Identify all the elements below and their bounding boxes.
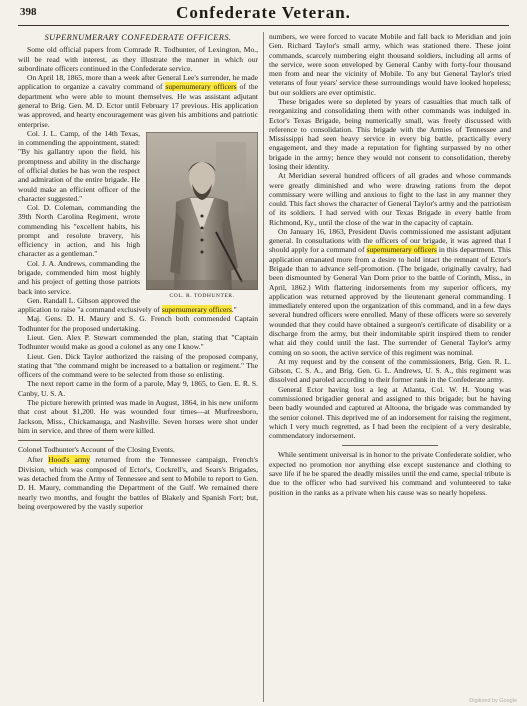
text-run: After bbox=[27, 455, 49, 465]
text-run: of the department who were able to mount themselves. He was assistant adjutant general to Brig. Gen. M. D. Ector until February 17 previous. His application was approved, and hearty encouragement was given his ambitions and patriotic enterprise. bbox=[18, 82, 258, 129]
section-divider bbox=[342, 445, 438, 446]
highlighted-phrase: Hood's army bbox=[48, 455, 91, 465]
text-run: Some old official papers from Comrade R. Todhunter, of Lexington, Mo., will be read with interest, as they illustrate the manner in which our subordinate officers continued in the Confederate service. bbox=[18, 45, 258, 73]
text-run: in this department. This application emanated more from a desire to hold intact the remnant of Ector's Brigade than to advance self-promotion. (The brigade, originally cavalry, had been dismounted by General Van Dorn prior to the battle of Corinth, Miss., in April, 1862.) With flattering indorsements from my superior officers, my application was returned approved by the lieutenant general commanding. I immediately entered upon the organization of this command, and in a few days several hundred officers were enrolled. Many of these officers were so severely wounded that they could have obtained a surgeon's certificate of disability or a discharge from the army, but their indomitable spirit inspired them to render what aid they could until the last. The surrender of General Taylor's army coming on so soon, the active service of this regiment was nominal. bbox=[269, 245, 511, 357]
paragraph bbox=[269, 357, 511, 385]
paragraph bbox=[269, 227, 511, 357]
highlighted-phrase: supernumerary officers bbox=[366, 245, 437, 255]
portrait-figure bbox=[146, 132, 258, 301]
portrait-photo bbox=[146, 132, 258, 290]
text-run: Lieut. Gen. Alex P. Stewart commended the plan, stating that "Captain Todhunter would make as good a colonel as any one I know." bbox=[18, 333, 258, 352]
paragraph bbox=[269, 171, 511, 227]
right-paragraph-group-main bbox=[269, 32, 511, 440]
paragraph bbox=[18, 73, 258, 129]
text-run: numbers, we were forced to vacate Mobile and fall back to Meridian and join Gen. Richard Taylor's small army, which was stationed there. These joint commands, scarcely numbering eight thousand soldiers, including all arms of the service, were soon enveloped by General Canby with forty-four thousand men from and near the vicinity of Mobile. To any but General Taylor's tried veterans of four years' service these surroundings would have looked hopeless; but our soldiers are ever optimistic. bbox=[269, 32, 511, 97]
text-run: At Meridian several hundred officers of all grades and whose commands were greatly diminished and who were drawing rations from the depot commissary were willing and anxious to fight to the last in any manner they could. This fact shows the character of General Taylor's army and the patriotism of its soldiers. I had served with our Texas Brigade in every battle from Richmond, Ky., until the close of the war in the capacity of captain. bbox=[269, 171, 511, 227]
text-run: Lieut. Gen. Dick Taylor authorized the raising of the proposed company, stating that "the command might be increased to a battalion or regiment." The officers of the command were to be selected from those so enlisting. bbox=[18, 351, 258, 380]
paragraph bbox=[18, 455, 258, 511]
paragraph bbox=[269, 32, 511, 97]
magazine-title: Confederate Veteran. bbox=[176, 3, 351, 22]
portrait-caption: COL. R. TODHUNTER. bbox=[169, 292, 235, 299]
text-run: On January 16, 1863, President Davis commissioned me assistant adjutant general. In consultations with the officers of our brigade, it was agreed that I should apply for a command of bbox=[269, 226, 511, 255]
paragraph bbox=[18, 398, 258, 435]
page-number: 398 bbox=[20, 6, 37, 18]
text-run: The picture herewith printed was made in August, 1864, in his new uniform that cost about $1,200. He was wounded four times—at Murfreesboro, Jackson, Miss., Chickamauga, and Nashville. Seven horses were shot under him in service, and three of them were killed. bbox=[18, 397, 258, 435]
watermark: Digitized by Google bbox=[469, 698, 517, 704]
right-column bbox=[269, 32, 511, 497]
text-run: Gen. Randall L. Gibson approved the application to raise "a command exclusively of bbox=[18, 295, 162, 315]
text-run: returned from the Tennessee campaign, French's Division, which was composed of Ector's, Cockrell's, and Sears's Brigades, was detached from the Army of Tennessee and sent to Mobile to report to Gen. D. H. Maury, commanding the Department of the Gulf. We remained there nearly two months, and fought the battles of Blakely and Spanish Fort; but, being overpowered by the vastly superior bbox=[18, 455, 258, 511]
right-paragraph-group-after bbox=[269, 450, 511, 496]
paragraph bbox=[18, 45, 258, 73]
column-rule bbox=[263, 32, 264, 702]
paragraph bbox=[18, 379, 258, 398]
text-run: On April 18, 1865, more than a week after General Lee's surrender, he made application to organize a cavalry command of bbox=[18, 73, 258, 92]
text-run: Maj. Gens. D. H. Maury and S. G. French both commended Captain Todhunter for the proposed undertaking. bbox=[18, 314, 258, 333]
highlighted-phrase: supernumerary officers bbox=[161, 305, 232, 315]
section-subheading: Colonel Todhunter's Account of the Closing Events. bbox=[18, 440, 258, 454]
left-column bbox=[18, 32, 258, 511]
highlighted-phrase: supernumerary officers bbox=[165, 82, 237, 92]
left-paragraph-group-after bbox=[18, 455, 258, 511]
text-run: The next report came in the form of a parole, May 9, 1865, to Gen. E. R. S. Canby, U. S. A. bbox=[18, 379, 258, 398]
text-run: At my request and by the consent of the commissioners, Brig. Gen. R. L. Gibson, C. S. A., and Brig. Gen. G. L. Andrews, U. S. A., this regiment was dissolved and paroled according to their former rank in the Confederate army. bbox=[269, 356, 511, 385]
text-run: ." bbox=[231, 305, 237, 315]
article-title: SUPERNUMERARY CONFEDERATE OFFICERS. bbox=[44, 33, 232, 42]
paragraph bbox=[269, 97, 511, 171]
paragraph bbox=[269, 450, 511, 496]
text-run: Col. D. Coleman, commanding the 39th North Carolina Regiment, wrote commending his "excellent habits, his prompt and resolute bravery, his efficiency in action, and his high character as a gentleman." bbox=[18, 203, 140, 259]
text-run: Col. J. A. Andrews, commanding the brigade, commended him most highly and his project of getting those patriots back into service. bbox=[18, 258, 140, 296]
header-rule bbox=[18, 25, 509, 26]
paragraph bbox=[269, 385, 511, 441]
paragraph bbox=[18, 314, 258, 333]
text-run: General Ector having lost a leg at Atlanta, Col. W. H. Young was commissioned brigadier general and assigned to this brigade; but he having been badly wounded and captured at Altoona, the brigade was commanded by the senior colonel. This deprived me of an indorsement for raising the regiment, which I very much regretted, as I had been the recipient of a very desirable, commendatory indorsement. bbox=[269, 384, 511, 441]
text-run: Col. J. L. Camp, of the 14th Texas, in commending the appointment, stated: "By his gallantry upon the field, his promptness and ability in the discharge of official duties he has won the respect and admiration of the entire brigade. He would make an efficient officer of the character suggested." bbox=[18, 128, 140, 203]
text-run: While sentiment universal is in honor to the private Confederate soldier, who expected no promotion nor anything else except sustenance and clothing to save life if he be spared the deadly missiles until the end came, special tribute is due to the officer who had survived his command and volunteered to take position in the ranks as a private when his cause was so nearly hopeless. bbox=[269, 450, 511, 497]
text-run: These brigades were so depleted by years of casualties that much talk of reorganizing and consolidating them with other commands was indulged in. Ector's Texas Brigade, being numerically small, was freely discussed with reference to consolidation. This brigade with the Armies of Tennessee and Mississippi had seen heavy service in every big battle, practically every engagement, and they made a reputation for fighting surpassed by no other brigade in the army; hence they would not consent to consolidation, thereby losing their identity. bbox=[269, 96, 511, 171]
paragraph bbox=[18, 333, 258, 352]
paragraph bbox=[18, 352, 258, 380]
